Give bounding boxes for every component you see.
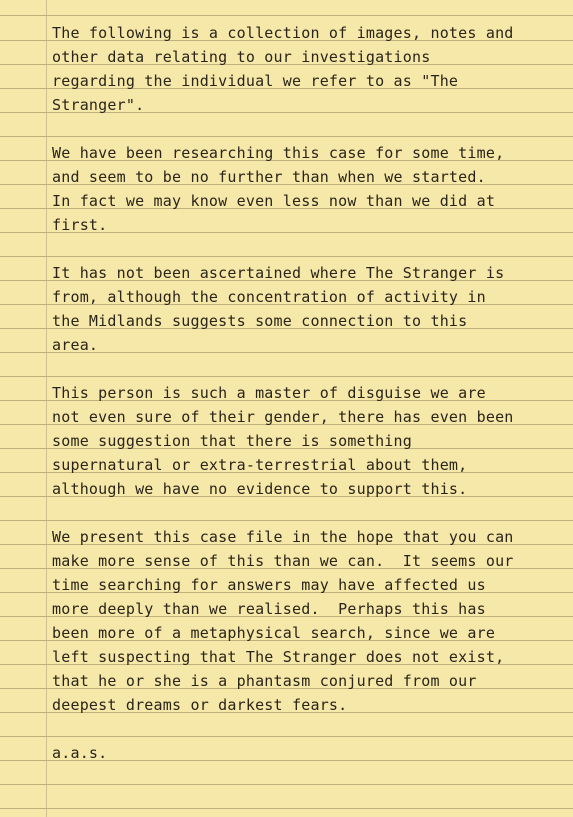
text-line: area. (52, 336, 99, 354)
text-line: regarding the individual we refer to as "The (52, 72, 459, 90)
text-line: deepest dreams or darkest fears. (52, 696, 348, 714)
text-line: This person is such a master of disguise we are (52, 384, 486, 402)
text-line: supernatural or extra-terrestrial about them, (52, 456, 468, 474)
text-line: In fact we may know even less now than we did at (52, 192, 496, 210)
text-line: make more sense of this than we can. It seems our (52, 552, 514, 570)
text-line: not even sure of their gender, there has even been (52, 408, 514, 426)
paragraph-5 (52, 525, 551, 717)
paragraph-4 (52, 381, 551, 501)
text-line: time searching for answers may have affected us (52, 576, 486, 594)
paragraph-2 (52, 141, 551, 237)
text-line: that he or she is a phantasm conjured from our (52, 672, 477, 690)
text-line: Stranger". (52, 96, 145, 114)
text-line: from, although the concentration of activity in (52, 288, 486, 306)
text-line: the Midlands suggests some connection to this (52, 312, 468, 330)
signature: a.a.s. (52, 744, 108, 762)
paragraph-1 (52, 21, 551, 117)
text-line: first. (52, 216, 108, 234)
text-line: other data relating to our investigations (52, 48, 431, 66)
case-file-text (52, 21, 551, 765)
text-line: more deeply than we realised. Perhaps this has (52, 600, 486, 618)
paragraph-3 (52, 261, 551, 357)
text-line: been more of a metaphysical search, since we are (52, 624, 496, 642)
text-line: and seem to be no further than when we started. (52, 168, 486, 186)
text-line: We present this case file in the hope that you can (52, 528, 514, 546)
text-line: The following is a collection of images, notes and (52, 24, 514, 42)
text-line: some suggestion that there is something (52, 432, 412, 450)
text-line: We have been researching this case for some time, (52, 144, 505, 162)
text-line: although we have no evidence to support this. (52, 480, 468, 498)
text-line: It has not been ascertained where The Stranger is (52, 264, 505, 282)
margin-line (46, 0, 47, 817)
text-line: left suspecting that The Stranger does not exist, (52, 648, 505, 666)
